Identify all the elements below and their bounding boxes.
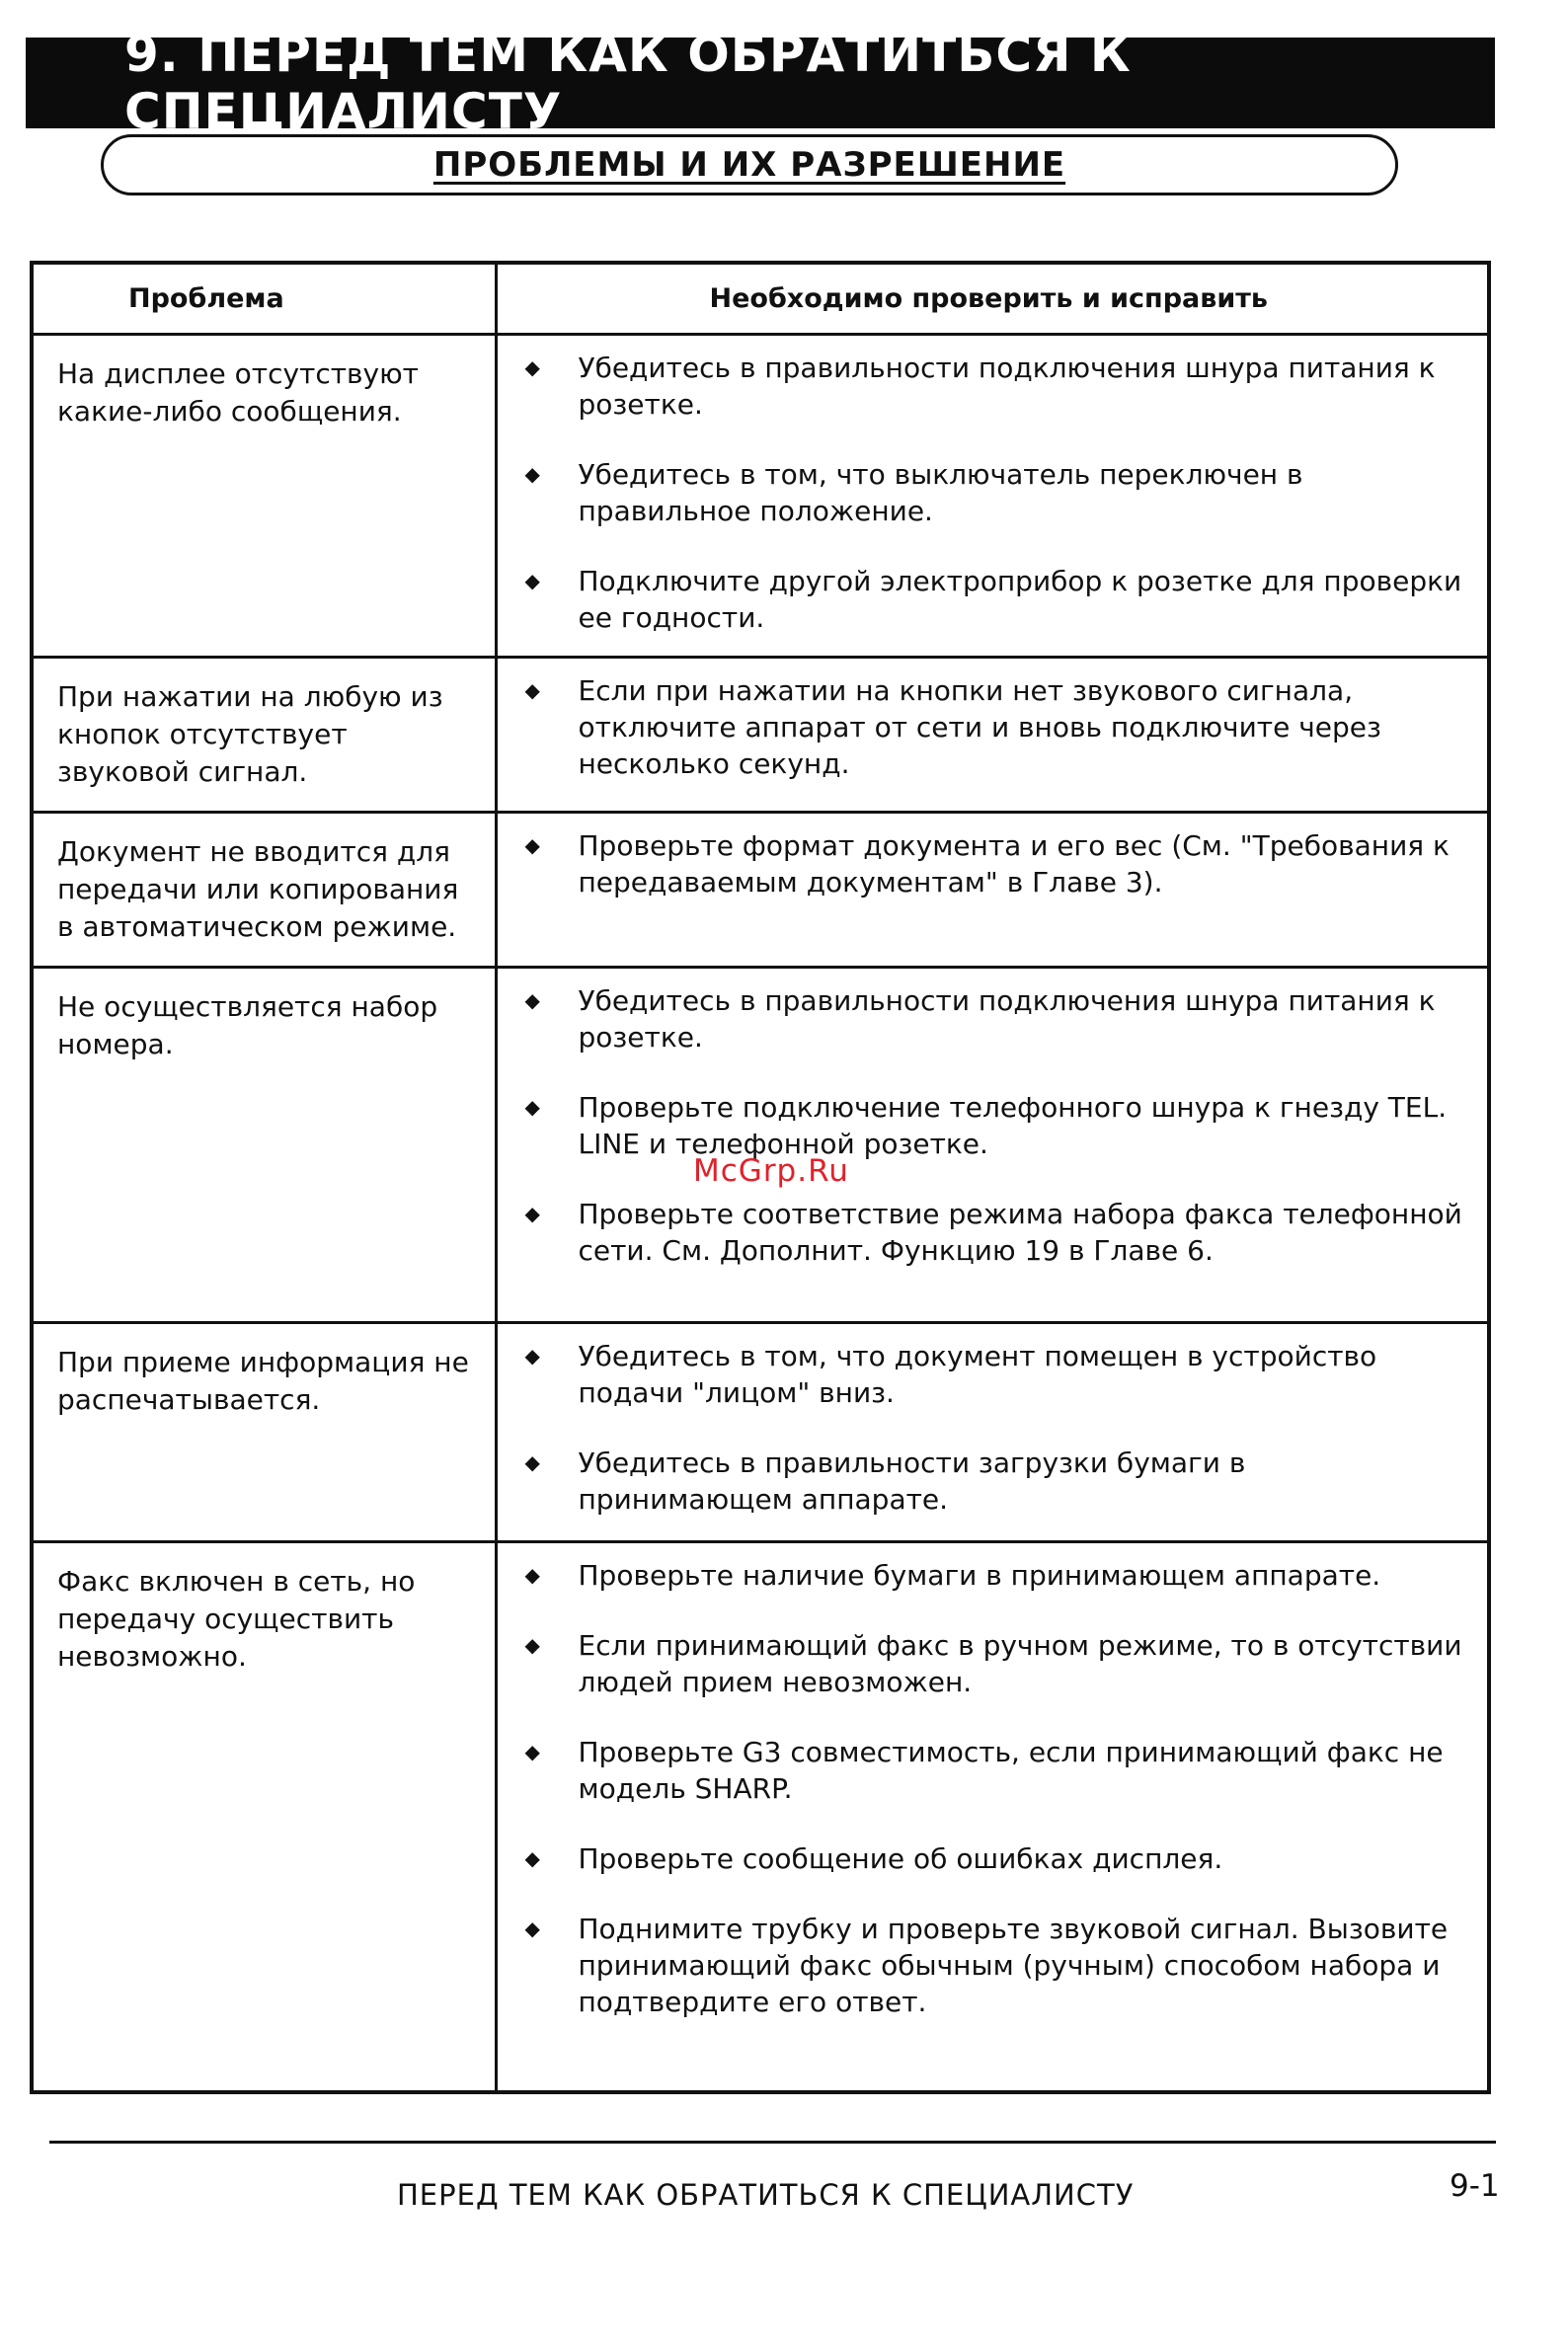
check-cell (496, 1541, 1489, 2092)
column-header-problem: Проблема (32, 263, 496, 334)
diamond-bullet-icon: ◆ (524, 1845, 540, 1870)
list-item: ◆ Если принимающий факс в ручном режиме, то в отсутствии людей прием невозможен. (524, 1628, 1462, 1698)
table-row (32, 334, 1489, 657)
list-item: ◆ Убедитесь в том, что документ помещен в устройство подачи "лицом" вниз. (524, 1339, 1377, 1409)
problem-cell: Факс включен в сеть, но передачу осуществить невозможно. (32, 1541, 496, 2092)
chapter-title-bar (26, 26, 1495, 140)
diamond-bullet-icon: ◆ (524, 461, 540, 486)
list-item: ◆ Проверьте наличие бумаги в принимающем аппарате. (524, 1558, 1381, 1592)
diamond-bullet-icon: ◆ (524, 354, 540, 379)
footer-title: ПЕРЕД ТЕМ КАК ОБРАТИТЬСЯ К СПЕЦИАЛИСТУ (397, 2178, 1135, 2212)
check-cell (496, 334, 1489, 657)
check-list (519, 827, 1468, 900)
problem-cell: На дисплее отсутствуют какие-либо сообщения. (32, 334, 496, 657)
diamond-bullet-icon: ◆ (524, 1449, 540, 1474)
diamond-bullet-icon: ◆ (524, 1201, 540, 1225)
table-header-row (32, 263, 1489, 334)
list-item: ◆ Проверьте подключение телефонного шнура к гнезду TEL. LINE и телефонной розетке. (524, 1090, 1448, 1160)
check-cell (496, 812, 1489, 967)
diamond-bullet-icon: ◆ (524, 677, 540, 702)
problem-cell: Не осуществляется набор номера. (32, 967, 496, 1322)
list-item: ◆ Убедитесь в правильности подключения шнура питания к розетке. (524, 983, 1436, 1054)
list-item: ◆ Убедитесь в правильности подключения шнура питания к розетке. (524, 351, 1436, 421)
table-row (32, 1322, 1489, 1541)
problem-cell: Документ не вводится для передачи или копирования в автоматическом режиме. (32, 812, 496, 967)
list-item: ◆ Убедитесь в том, что выключатель переключен в правильное положение. (524, 457, 1303, 527)
list-item: ◆ Если при нажатии на кнопки нет звукового сигнала, отключите аппарат от сети и вновь подключите через несколько секунд. (524, 673, 1381, 780)
list-item: ◆ Проверьте формат документа и его вес (См. "Требования к передаваемым документам" в Главе 3). (524, 828, 1450, 899)
diamond-bullet-icon: ◆ (524, 1632, 540, 1657)
check-cell (496, 657, 1489, 812)
check-list (519, 1557, 1468, 2020)
footer-divider (49, 2141, 1496, 2144)
table-row (32, 967, 1489, 1322)
diamond-bullet-icon: ◆ (524, 1343, 540, 1368)
list-item: ◆ Проверьте соответствие режима набора факса телефонной сети. См. Дополнит. Функцию 19 в Главе 6. (524, 1197, 1462, 1267)
diamond-bullet-icon: ◆ (524, 1562, 540, 1587)
problem-cell: При приеме информация не распечатывается. (32, 1322, 496, 1541)
diamond-bullet-icon: ◆ (524, 987, 540, 1012)
check-cell (496, 967, 1489, 1322)
list-item: ◆ Проверьте G3 совместимость, если принимающий факс не модель SHARP. (524, 1735, 1444, 1805)
diamond-bullet-icon: ◆ (524, 1094, 540, 1119)
check-list (519, 1338, 1468, 1518)
check-list (519, 672, 1468, 782)
problem-cell: При нажатии на любую из кнопок отсутствует звуковой сигнал. (32, 657, 496, 812)
diamond-bullet-icon: ◆ (524, 1739, 540, 1763)
table-row (32, 657, 1489, 812)
list-item: ◆ Проверьте сообщение об ошибках дисплея. (524, 1841, 1223, 1875)
watermark-text: McGrp.Ru (693, 1153, 849, 1189)
column-header-check: Необходимо проверить и исправить (496, 263, 1489, 334)
section-title-frame (101, 134, 1398, 196)
list-item: ◆ Убедитесь в правильности загрузки бумаги в принимающем аппарате. (524, 1446, 1246, 1516)
check-list (519, 350, 1468, 636)
chapter-title: 9. ПЕРЕД ТЕМ КАК ОБРАТИТЬСЯ К СПЕЦИАЛИСТУ (124, 26, 1132, 140)
diamond-bullet-icon: ◆ (524, 832, 540, 857)
section-title: ПРОБЛЕМЫ И ИХ РАЗРЕШЕНИЕ (432, 145, 1066, 185)
list-item: ◆ Подключите другой электроприбор к розетке для проверки ее годности. (524, 564, 1462, 634)
check-cell (496, 1322, 1489, 1541)
diamond-bullet-icon: ◆ (524, 1916, 540, 1940)
diamond-bullet-icon: ◆ (524, 568, 540, 592)
table-row (32, 1541, 1489, 2092)
check-list (519, 982, 1468, 1269)
page-number: 9-1 (1450, 2168, 1500, 2204)
list-item: ◆ Поднимите трубку и проверьте звуковой сигнал. Вызовите принимающий факс обычным (ручным) способом набора и подтвердите его ответ. (524, 1912, 1449, 2018)
table-row (32, 812, 1489, 967)
